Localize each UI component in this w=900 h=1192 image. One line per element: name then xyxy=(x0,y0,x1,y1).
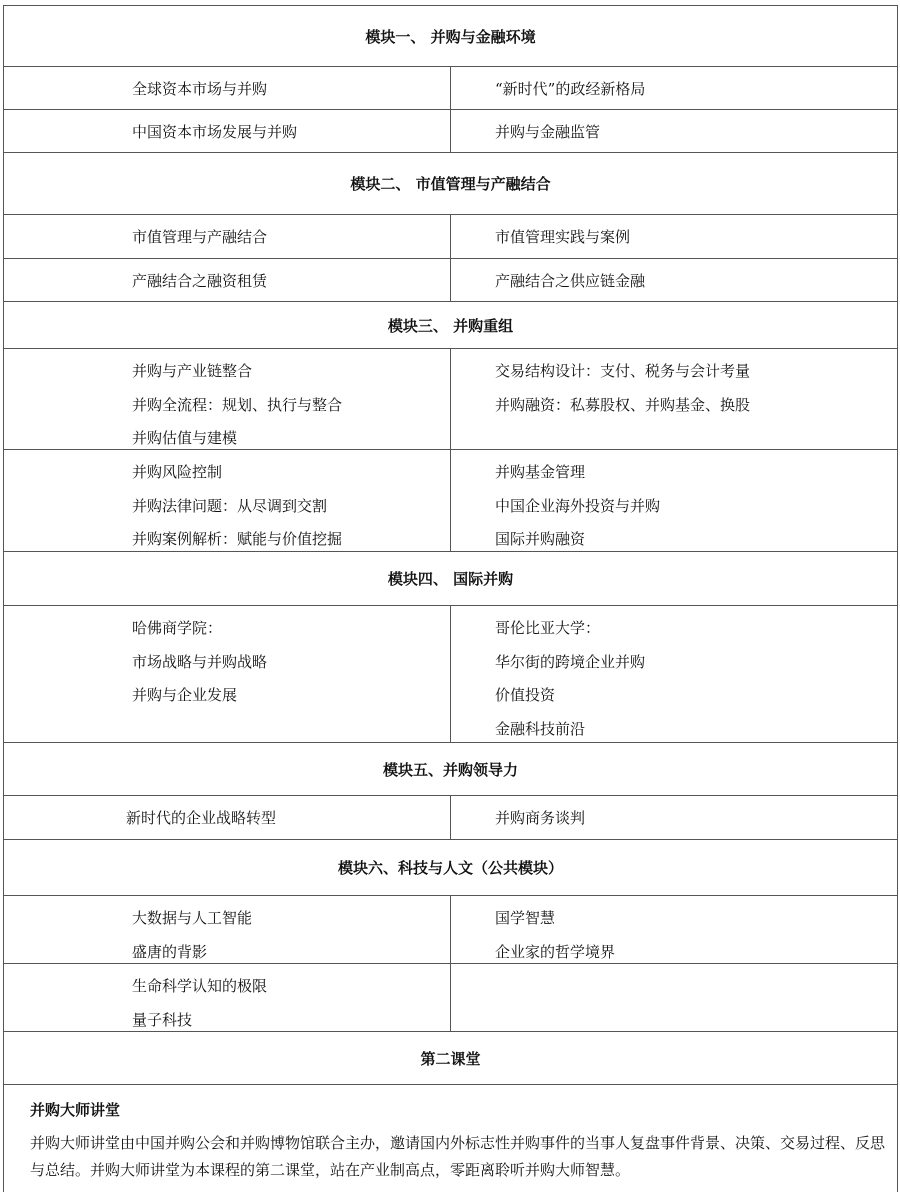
module3-topic: 并购基金管理 xyxy=(495,463,586,481)
module4-topic: 并购与企业发展 xyxy=(132,686,238,704)
module5-right: 并购商务谈判 xyxy=(495,809,586,827)
module2-row-2 xyxy=(4,259,897,302)
module3-topic: 并购与产业链整合 xyxy=(132,362,253,380)
module3-block-2 xyxy=(4,450,897,552)
module3-block-1-left xyxy=(4,349,451,449)
module3-topic: 并购案例解析：赋能与价值挖掘 xyxy=(132,530,343,548)
module2-row-1-left: 市值管理与产融结合 xyxy=(4,215,451,258)
second-classroom-title: 第二课堂 xyxy=(420,1049,481,1068)
module3-topic: 并购全流程：规划、执行与整合 xyxy=(132,395,343,414)
module6-topic: 国学智慧 xyxy=(495,909,556,927)
module3-block-1-right xyxy=(451,349,897,449)
module1-row-1 xyxy=(4,67,897,110)
module5-title: 模块五、并购领导力 xyxy=(382,760,518,779)
module4-topic: 华尔街的跨境企业并购 xyxy=(495,652,646,671)
module2-row-1 xyxy=(4,215,897,259)
module3-title: 模块三、 并购重组 xyxy=(387,316,514,335)
module4-topic: 价值投资 xyxy=(495,686,556,704)
module6-topic: 盛唐的背影 xyxy=(132,942,208,961)
module5-left: 新时代的企业战略转型 xyxy=(4,796,451,839)
module3-topic: 并购法律问题：从尽调到交割 xyxy=(132,496,328,515)
master-lecture-section xyxy=(4,1085,897,1192)
module4-block xyxy=(4,606,897,743)
module1-row-1-left: 全球资本市场与并购 xyxy=(4,67,451,109)
course-table xyxy=(3,5,898,1192)
module6-header xyxy=(4,840,897,896)
module6-block-2 xyxy=(4,964,897,1032)
module3-topic: 并购融资：私募股权、并购基金、换股 xyxy=(495,395,751,414)
module2-row-2-left: 产融结合之融资租赁 xyxy=(4,259,451,301)
module6-topic: 量子科技 xyxy=(132,1010,193,1029)
harvard-heading: 哈佛商学院： xyxy=(132,619,223,637)
module1-title: 模块一、 并购与金融环境 xyxy=(365,27,536,46)
module1-header xyxy=(4,6,897,67)
module6-title: 模块六、科技与人文（公共模块） xyxy=(337,859,563,877)
module2-header xyxy=(4,153,897,215)
module3-topic: 国际并购融资 xyxy=(495,530,586,548)
module6-block-1 xyxy=(4,896,897,964)
module3-topic: 交易结构设计：支付、税务与会计考量 xyxy=(495,362,751,380)
module6-topic: 大数据与人工智能 xyxy=(132,909,253,927)
module1-row-2 xyxy=(4,110,897,153)
module5-row xyxy=(4,796,897,840)
module3-topic: 并购风险控制 xyxy=(132,463,223,481)
module6-block-2-right xyxy=(451,964,897,1031)
module2-row-2-right: 产融结合之供应链金融 xyxy=(495,271,646,290)
module3-topic: 并购估值与建模 xyxy=(132,429,238,447)
master-lecture-description: 并购大师讲堂由中国并购公会和并购博物馆联合主办，邀请国内外标志性并购事件的当事人复盘事件背景、决策、交易过程、反思与总结。并购大师讲堂为本课程的第二课堂，站在产业制高点，零距离聆听并购大师智慧。 xyxy=(30,1134,886,1179)
module4-right xyxy=(451,606,897,742)
module6-block-1-right xyxy=(451,896,897,963)
module1-row-2-right: 并购与金融监管 xyxy=(495,122,601,141)
module3-block-2-left xyxy=(4,450,451,551)
module1-row-1-right: “新时代”的政经新格局 xyxy=(495,79,646,98)
module6-block-1-left xyxy=(4,896,451,963)
module6-topic: 企业家的哲学境界 xyxy=(495,942,616,961)
module4-left xyxy=(4,606,451,742)
module2-title: 模块二、 市值管理与产融结合 xyxy=(350,175,551,193)
module4-topic: 金融科技前沿 xyxy=(495,719,586,738)
module6-topic: 生命科学认知的极限 xyxy=(132,977,268,995)
module2-row-1-right: 市值管理实践与案例 xyxy=(495,228,631,246)
module4-topic: 市场战略与并购战略 xyxy=(132,652,268,671)
master-lecture-title: 并购大师讲堂 xyxy=(30,1101,121,1119)
module3-topic: 中国企业海外投资与并购 xyxy=(495,496,661,515)
module4-title: 模块四、 国际并购 xyxy=(387,570,514,588)
module3-block-2-right xyxy=(451,450,897,551)
module3-block-1 xyxy=(4,349,897,450)
columbia-heading: 哥伦比亚大学： xyxy=(495,619,601,637)
module1-row-2-left: 中国资本市场发展与并购 xyxy=(4,110,451,152)
module3-header xyxy=(4,302,897,349)
module6-block-2-left xyxy=(4,964,451,1031)
